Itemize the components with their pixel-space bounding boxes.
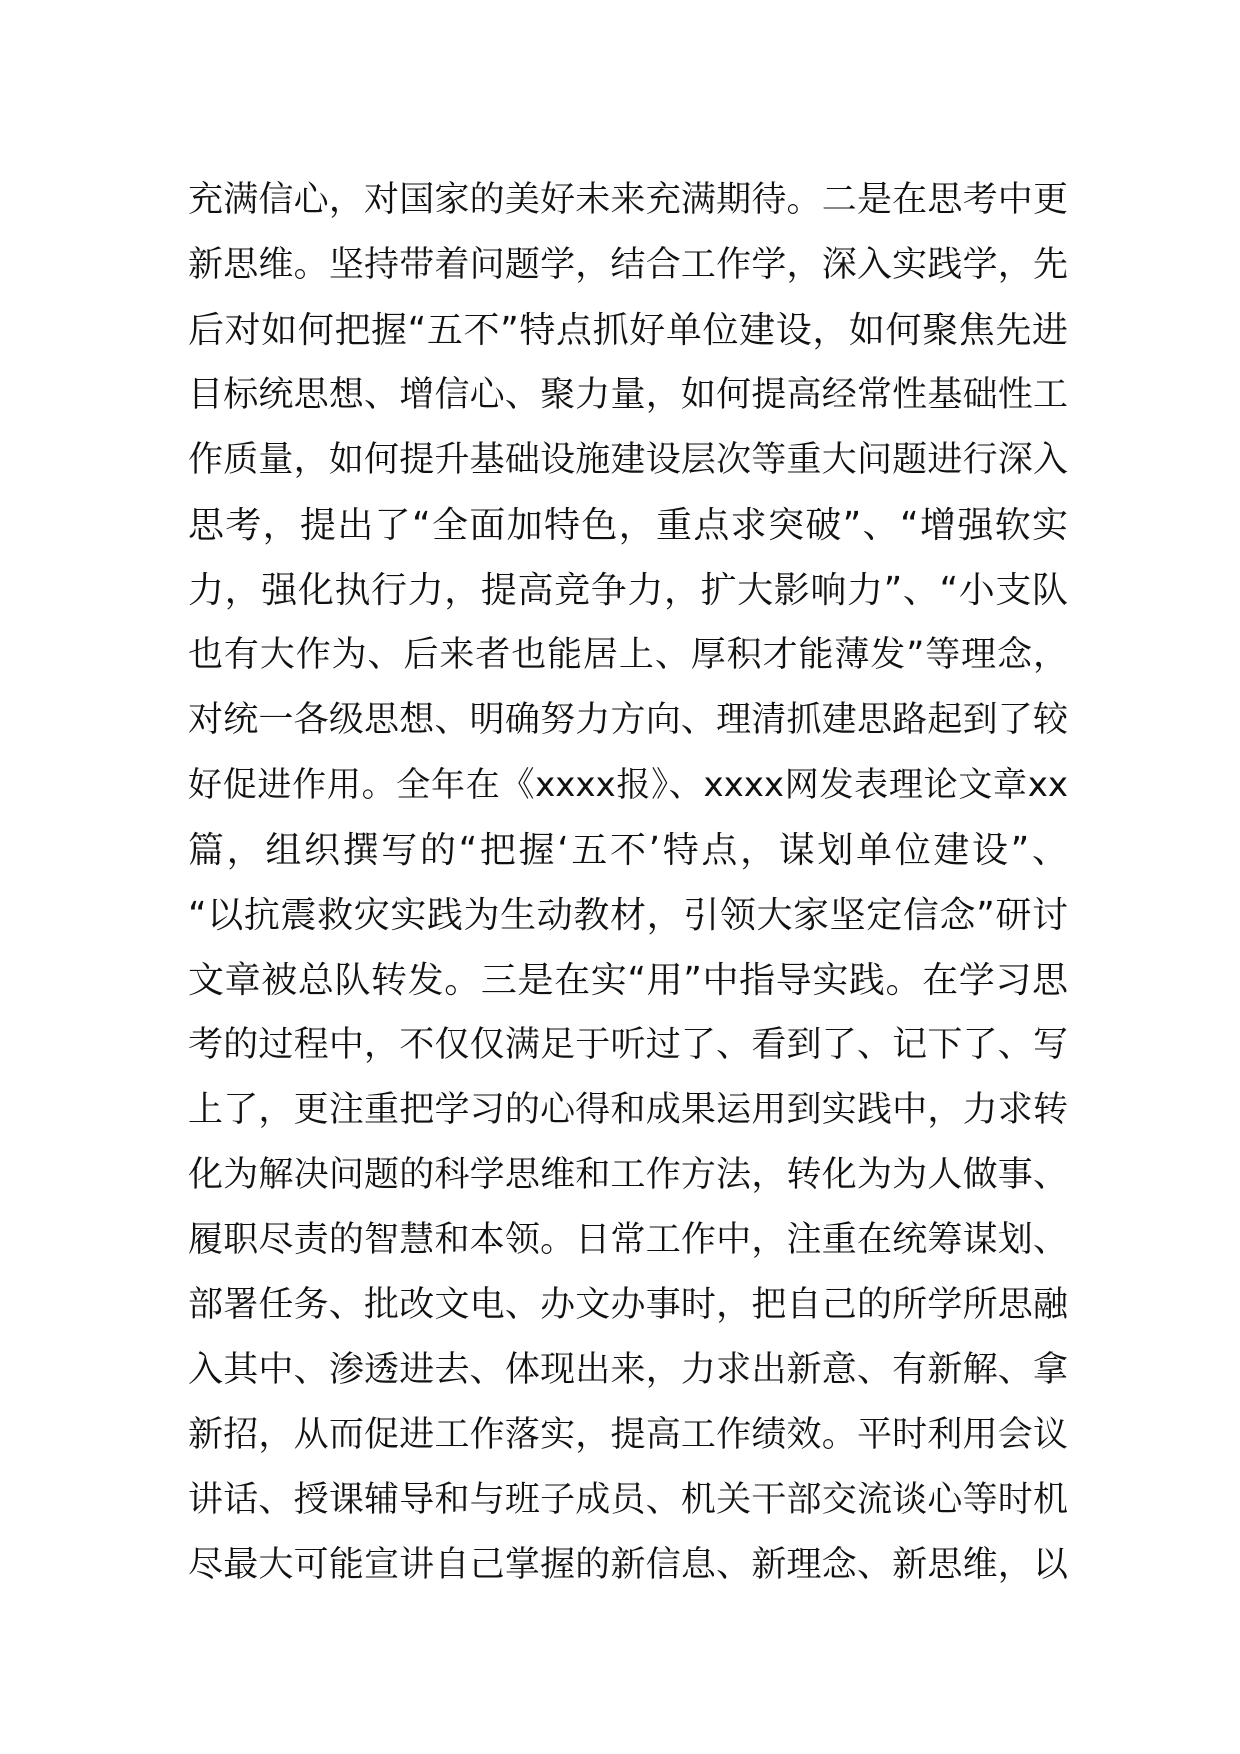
text-line: 充满信心，对国家的美好未来充满期待。二是在思考中更 [188, 180, 1068, 220]
text-line: 化为解决问题的科学思维和工作方法，转化为为人做事、 [188, 1155, 1068, 1195]
text-line: 部署任务、批改文电、办文办事时，把自己的所学所思融 [188, 1285, 1068, 1325]
text-line: 目标统思想、增信心、聚力量，如何提高经常性基础性工 [188, 375, 1068, 415]
text-line: 尽最大可能宣讲自己掌握的新信息、新理念、新思维，以 [188, 1545, 1068, 1585]
text-line: 入其中、渗透进去、体现出来，力求出新意、有新解、拿 [188, 1350, 1068, 1390]
text-line: 上了，更注重把学习的心得和成果运用到实践中，力求转 [188, 1090, 1068, 1130]
text-line: 新招，从而促进工作落实，提高工作绩效。平时利用会议 [188, 1415, 1068, 1455]
text-line: 新思维。坚持带着问题学，结合工作学，深入实践学，先 [188, 245, 1068, 285]
text-line: 思考，提出了“全面加特色，重点求突破”、“增强软实 [188, 505, 1068, 546]
text-line: 履职尽责的智慧和本领。日常工作中，注重在统筹谋划、 [188, 1220, 1068, 1260]
text-line: 也有大作为、后来者也能居上、厚积才能薄发”等理念， [188, 635, 1068, 675]
text-line: “以抗震救灾实践为生动教材，引领大家坚定信念”研讨 [188, 895, 1068, 936]
text-line: 文章被总队转发。三是在实“用”中指导实践。在学习思 [188, 960, 1068, 1001]
text-line: 篇，组织撰写的“把握‘五不’特点，谋划单位建设”、 [188, 830, 1068, 871]
text-line: 对统一各级思想、明确努力方向、理清抓建思路起到了较 [188, 700, 1068, 740]
text-line: 作质量，如何提升基础设施建设层次等重大问题进行深入 [188, 440, 1068, 480]
text-line: 后对如何把握“五不”特点抓好单位建设，如何聚焦先进 [188, 310, 1068, 351]
body-text [188, 168, 1068, 1598]
text-line: 考的过程中，不仅仅满足于听过了、看到了、记下了、写 [188, 1025, 1068, 1065]
text-line: 讲话、授课辅导和与班子成员、机关干部交流谈心等时机 [188, 1480, 1068, 1520]
text-line: 力，强化执行力，提高竞争力，扩大影响力”、“小支队 [188, 570, 1068, 611]
text-line: 好促进作用。全年在《xxxx报》、xxxx网发表理论文章xx [188, 765, 1068, 805]
